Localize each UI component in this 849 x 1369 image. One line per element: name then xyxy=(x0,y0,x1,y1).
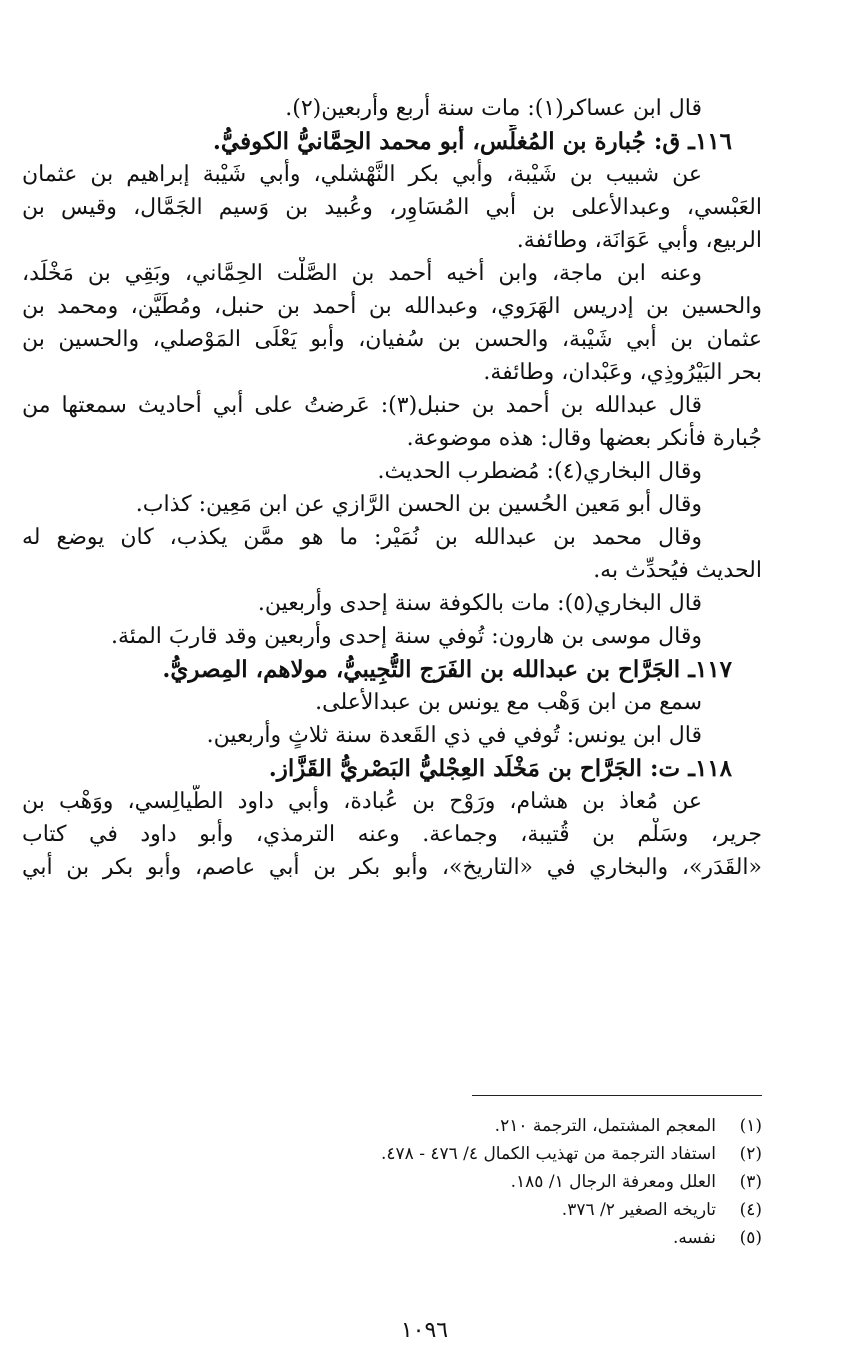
footnote xyxy=(22,1196,762,1224)
text-line: الحديث فيُحدِّث به. xyxy=(593,558,762,583)
text-line: بحر البَيْرُوذِي، وعَبْدان، وطائفة. xyxy=(483,360,762,385)
footnote xyxy=(22,1140,762,1168)
text-line: وقال موسى بن هارون: تُوفي سنة إحدى وأربعين وقد قاربَ المئة. xyxy=(110,624,702,649)
footnote-number: (٥) xyxy=(739,1228,762,1248)
text-line: وقال محمد بن عبدالله بن نُمَيْر: ما هو ممَّن يكذب، كان يوضع له xyxy=(22,525,702,550)
entry-heading: ١١٨ـ ت: الجَرَّاح بن مَخْلَد العِجْليُّ البَصْريُّ القَزَّاز. xyxy=(268,755,732,782)
footnote xyxy=(22,1112,762,1140)
text-line: وقال أبو مَعين الحُسين بن الحسن الرَّازي عن ابن مَعِين: كذاب. xyxy=(135,492,702,517)
entry-heading: ١١٧ـ الجَرَّاح بن عبدالله بن الفَرَج التُّجِيبيُّ، مولاهم، المِصريُّ. xyxy=(162,656,732,683)
text-line: قال عبدالله بن أحمد بن حنبل(٣): عَرضتُ على أبي أحاديث سمعتها من xyxy=(22,393,702,418)
text-line: عن شبيب بن شَيْبة، وأبي بكر النَّهْشلي، وأبي شَيْبة إبراهيم بن عثمان xyxy=(22,162,702,187)
main-text xyxy=(22,92,762,884)
text-line: قال ابن عساكر(١): مات سنة أربع وأربعين(٢). xyxy=(285,96,702,121)
text-line: الربيع، وأبي عَوَانَة، وطائفة. xyxy=(516,228,762,253)
footnote-text: العلل ومعرفة الرجال ١/ ١٨٥. xyxy=(510,1172,716,1192)
text-line: سمع من ابن وَهْب مع يونس بن عبدالأعلى. xyxy=(315,690,702,715)
footnotes xyxy=(22,1112,762,1252)
text-line: وقال البخاري(٤): مُضطرب الحديث. xyxy=(377,459,702,484)
footnote-text: المعجم المشتمل، الترجمة ٢١٠. xyxy=(494,1116,716,1136)
footnote xyxy=(22,1224,762,1252)
footnote-text: استفاد الترجمة من تهذيب الكمال ٤/ ٤٧٦ - ٤٧٨. xyxy=(380,1144,716,1164)
text-line: عن مُعاذ بن هشام، ورَوْح بن عُبادة، وأبي داود الطَّيالِسي، ووَهْب بن xyxy=(22,789,702,814)
text-line: قال ابن يونس: تُوفي في ذي القَعدة سنة ثلاثٍ وأربعين. xyxy=(206,723,702,748)
footnote-number: (٤) xyxy=(739,1200,762,1220)
text-line: جرير، وسَلْم بن قُتيبة، وجماعة. وعنه الترمذي، وأبو داود في كتاب xyxy=(22,822,762,847)
text-line: «القَدَر»، والبخاري في «التاريخ»، وأبو بكر بن أبي عاصم، وأبو بكر بن أبي xyxy=(22,855,762,880)
footnote-text: تاريخه الصغير ٢/ ٣٧٦. xyxy=(561,1200,716,1220)
page-number: ١٠٩٦ xyxy=(400,1318,449,1343)
text-line: جُبارة فأنكر بعضها وقال: هذه موضوعة. xyxy=(406,426,762,451)
footnote-number: (٣) xyxy=(739,1172,762,1192)
footnote-text: نفسه. xyxy=(672,1228,716,1248)
footnote-number: (١) xyxy=(739,1116,762,1136)
footnote-divider xyxy=(472,1095,762,1096)
text-line: وعنه ابن ماجة، وابن أخيه أحمد بن الصَّلْت الحِمَّاني، وبَقِي بن مَخْلَد، xyxy=(22,261,702,286)
text-line: العَبْسي، وعبدالأعلى بن أبي المُسَاوِر، وعُبيد بن وَسيم الجَمَّال، وقيس بن xyxy=(22,195,762,220)
footnote xyxy=(22,1168,762,1196)
footnote-number: (٢) xyxy=(739,1144,762,1164)
text-line: قال البخاري(٥): مات بالكوفة سنة إحدى وأربعين. xyxy=(257,591,702,616)
text-line: عثمان بن أبي شَيْبة، والحسن بن سُفيان، وأبو يَعْلَى المَوْصلي، والحسين بن xyxy=(22,327,762,352)
entry-heading: ١١٦ـ ق: جُبارة بن المُغلِّس، أبو محمد الحِمَّانيُّ الكوفيُّ. xyxy=(212,128,732,155)
text-line: والحسين بن إدريس الهَرَوي، وعبدالله بن أحمد بن حنبل، ومُطَيَّن، ومحمد بن xyxy=(22,294,762,319)
